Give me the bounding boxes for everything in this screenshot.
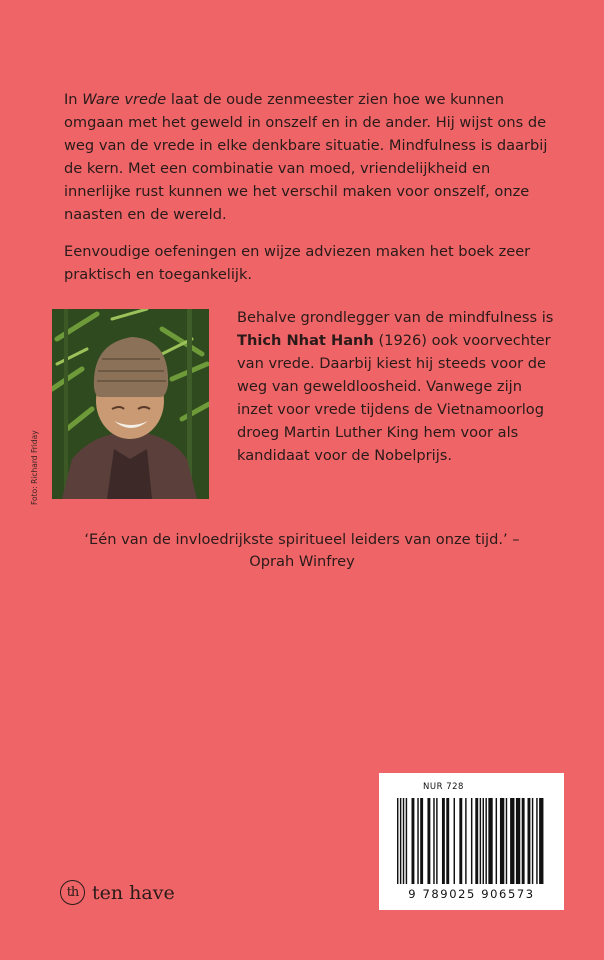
barcode-bar <box>446 798 449 884</box>
barcode-bar <box>496 798 497 884</box>
barcode-bar <box>500 798 504 884</box>
barcode-bar <box>403 798 404 884</box>
author-name: Thich Nhat Hanh <box>237 332 374 349</box>
intro-paragraph <box>64 88 554 226</box>
barcode-panel <box>379 773 564 910</box>
barcode-bar <box>433 798 434 884</box>
author-bio <box>237 306 557 467</box>
author-photo <box>52 309 209 499</box>
barcode-bar <box>522 798 525 884</box>
barcode-bar <box>510 798 514 884</box>
barcode-bar <box>475 798 478 884</box>
nur-code: NUR 728 <box>423 782 464 792</box>
barcode-bar <box>465 798 466 884</box>
barcode-bar <box>516 798 520 884</box>
bio-before: Behalve grondlegger van de mindfulness is <box>237 309 554 326</box>
isbn-number: 9 789025 906573 <box>408 887 535 901</box>
publisher-logo <box>60 880 175 905</box>
practical-paragraph: Eenvoudige oefeningen en wijze adviezen maken het boek zeer praktisch en toegankelijk. <box>64 243 531 283</box>
barcode-bar <box>471 798 472 884</box>
barcode-bar <box>412 798 415 884</box>
bio-after: (1926) ook voorvechter van vrede. Daarbij kiest hij steeds voor de weg van geweldloosheid. Vanwege zijn inzet voor vrede tijdens de Vietnamoorlog droeg Martin Luther King hem voor als kandidaat voor de Nobelprijs. <box>237 332 551 464</box>
barcode-bar <box>397 798 398 884</box>
barcode-bar <box>427 798 430 884</box>
barcode-bar <box>459 798 462 884</box>
barcode-bar <box>488 798 492 884</box>
barcode-bar <box>454 798 455 884</box>
barcode-bar <box>420 798 423 884</box>
barcode-bar <box>506 798 507 884</box>
barcode-bar <box>532 798 533 884</box>
photo-credit: Foto: Richard Friday <box>30 430 39 505</box>
endorsement-quote <box>40 529 564 573</box>
barcode-bar <box>528 798 531 884</box>
barcode-bar <box>536 798 537 884</box>
barcode-bar <box>485 798 486 884</box>
quote-author: Oprah Winfrey <box>249 553 355 570</box>
book-title: Ware vrede <box>82 91 167 108</box>
barcode-bar <box>539 798 543 884</box>
barcode-bar <box>417 798 418 884</box>
barcode-bar <box>442 798 445 884</box>
intro-text: laat de oude zenmeester zien hoe we kunnen omgaan met het geweld in onszelf en in de ander. Hij wijst ons de weg van de vrede in elke denkbare situatie. Mindfulness is daarbij de kern. Met een combinatie van moed, vriendelijkheid en innerlijke rust kunnen we het verschil maken voor onszelf, onze naasten en de wereld. <box>64 91 548 223</box>
barcode-bar <box>406 798 407 884</box>
barcode-bar <box>400 798 401 884</box>
publisher-mark: th <box>60 880 85 905</box>
barcode-bar <box>436 798 437 884</box>
barcode-bar <box>483 798 484 884</box>
quote-text: ‘Eén van de invloedrijkste spiritueel leiders van onze tijd.’ – <box>84 531 520 548</box>
author-photo-illustration <box>52 309 209 499</box>
intro-prefix: In <box>64 91 83 108</box>
barcode-bar <box>480 798 481 884</box>
publisher-name: ten have <box>92 881 175 904</box>
